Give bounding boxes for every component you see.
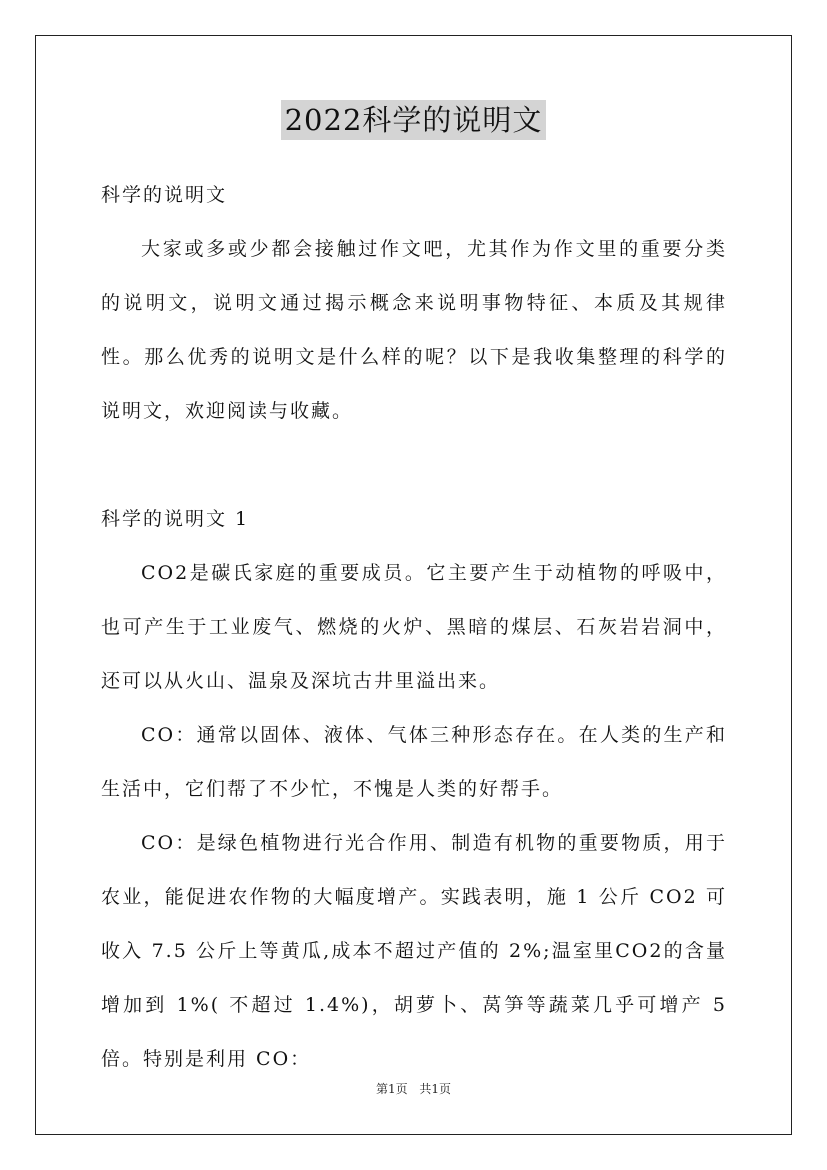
spacer (101, 438, 727, 492)
document-title: 2022科学的说明文 (281, 100, 547, 140)
title-container (0, 100, 827, 140)
body-paragraph-2: CO：通常以固体、液体、气体三种形态存在。在人类的生产和生活中，它们帮了不少忙，不愧是人类的好帮手。 (101, 724, 727, 800)
page-number: 第1页 (375, 1082, 408, 1096)
intro-paragraph: 大家或多或少都会接触过作文吧，尤其作为作文里的重要分类的说明文，说明文通过揭示概念来说明事物特征、本质及其规律性。那么优秀的说明文是什么样的呢？以下是我收集整理的科学的说明文，欢迎阅读与收藏。 (101, 238, 727, 422)
document-body (101, 168, 727, 1086)
section-heading: 科学的说明文 1 (101, 508, 250, 530)
body-paragraph-1: CO2是碳氏家庭的重要成员。它主要产生于动植物的呼吸中，也可产生于工业废气、燃烧的火炉、黑暗的煤层、石灰岩岩洞中，还可以从火山、温泉及深坑古井里溢出来。 (101, 562, 727, 692)
subtitle: 科学的说明文 (101, 184, 228, 206)
body-paragraph-3: CO：是绿色植物进行光合作用、制造有机物的重要物质，用于农业，能促进农作物的大幅度增产。实践表明，施 1 公斤 CO2 可收入 7.5 公斤上等黄瓜,成本不超过产值的 2%;温室里CO2的含量增加到 1%( 不超过 1.4%)，胡萝卜、莴笋等蔬菜几乎可增产 5 倍。特别是利用 CO： (101, 832, 727, 1070)
page-footer (0, 1080, 827, 1097)
page-total: 共1页 (419, 1082, 452, 1096)
